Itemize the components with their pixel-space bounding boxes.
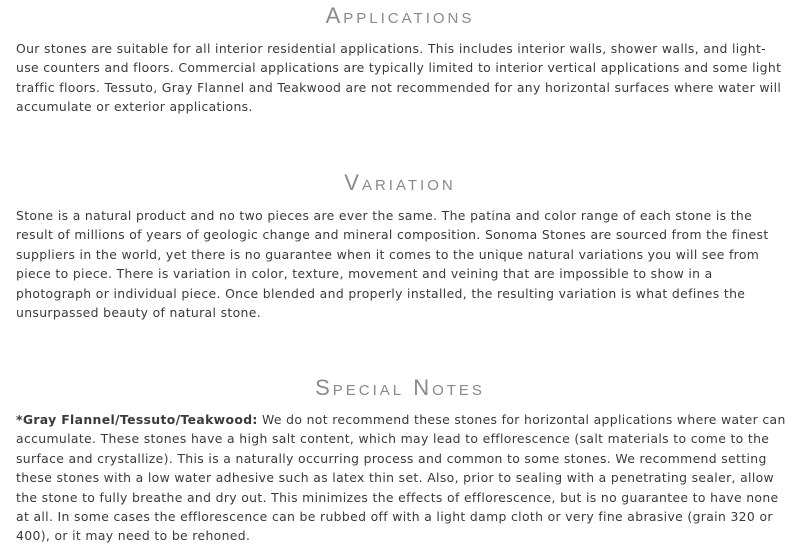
variation-paragraph: Stone is a natural product and no two pieces are ever the same. The patina and color range of each stone is the result of millions of years of geologic change and mineral composition. Sonoma Stones are sourced from the finest suppliers in the world, yet there is no guarantee when it comes to the unique natural variations you will see from piece to piece. There is variation in color, texture, movement and veining that are impossible to show in a photograph or individual piece. Once blended and properly installed, the resulting variation is what defines the unsurpassed beauty of natural stone. bbox=[16, 208, 769, 321]
applications-heading: Applications bbox=[325, 3, 475, 28]
special-notes-paragraph bbox=[16, 410, 788, 546]
variation-heading: Variation bbox=[344, 170, 456, 195]
applications-paragraph: Our stones are suitable for all interior residential applications. This includes interior walls, shower walls, and light-use counters and floors. Commercial applications are typically limited to interior vertical applications and some light traffic floors. Tessuto, Gray Flannel and Teakwood are not recommended for any horizontal surfaces where water will accumulate or exterior applications. bbox=[16, 41, 782, 115]
special-notes-body: We do not recommend these stones for horizontal applications where water can accumulate. These stones have a high salt content, which may lead to efflorescence (salt materials to come to the surface and crystallize). This is a naturally occurring process and common to some stones. We recommend setting these stones with a low water adhesive such as latex thin set. Also, prior to sealing with a penetrating sealer, allow the stone to fully breathe and dry out. This minimizes the effects of efflorescence, but is no guarantee to have none at all. In some cases the efflorescence can be rubbed off with a light damp cloth or very fine abrasive (grain 320 or 400), or it may need to be rehoned. bbox=[16, 412, 786, 544]
special-notes-lead: *Gray Flannel/Tessuto/Teakwood: bbox=[16, 412, 258, 427]
variation-section bbox=[0, 170, 800, 321]
special-notes-section bbox=[0, 375, 800, 544]
applications-section bbox=[0, 3, 800, 115]
special-notes-heading: Special Notes bbox=[315, 375, 485, 400]
